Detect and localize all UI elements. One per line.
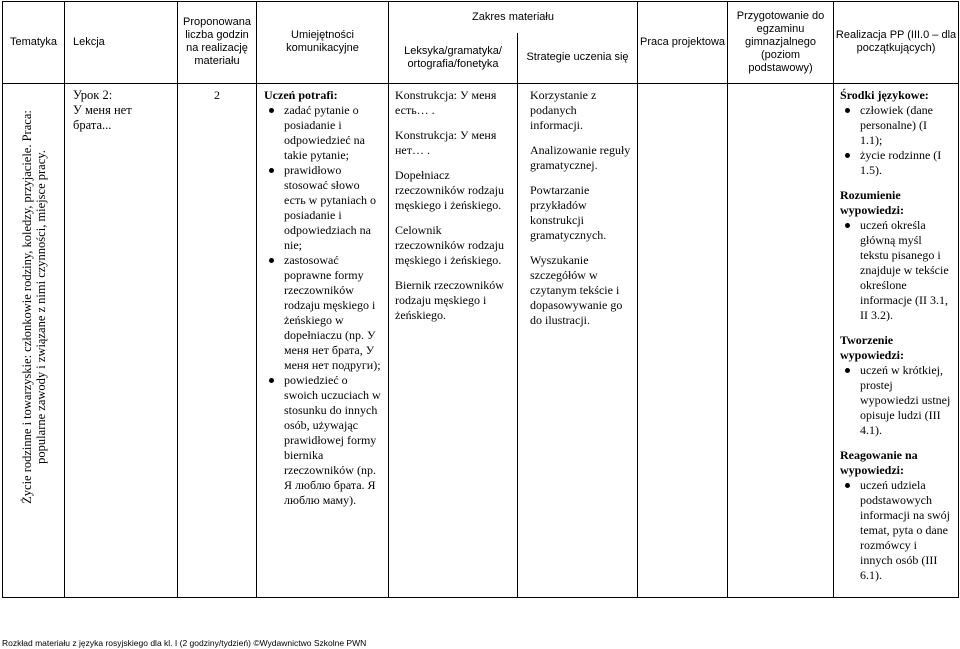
egzamin-cell bbox=[728, 83, 834, 597]
umiejetnosci-item: prawidłowo stosować słowo есть w pytaniach o posiadanie i odpowiedziach na nie; bbox=[264, 163, 382, 253]
umiejetnosci-heading: Uczeń potrafi: bbox=[264, 87, 338, 102]
header-row bbox=[3, 2, 959, 34]
header-leksyka: Leksyka/gramatyka/ ortografia/fonetyka bbox=[389, 33, 518, 83]
realizacja-block bbox=[840, 333, 952, 438]
godziny-value: 2 bbox=[214, 87, 220, 102]
header-egzamin: Przygotowanie do egzaminu gimnazjalnego (poziom podstawowy) bbox=[728, 2, 834, 84]
realizacja-item: życie rodzinne (I 1.5). bbox=[840, 148, 952, 178]
strategie-item: Wyszukanie szczegółów w czytanym tekście i dopasowywanie go do ilustracji. bbox=[530, 252, 623, 327]
realizacja-list bbox=[840, 218, 952, 323]
lekcja-title: У меня нет брата... bbox=[73, 102, 132, 132]
header-strategie: Strategie uczenia się bbox=[518, 33, 638, 83]
realizacja-heading: Rozumienie wypowiedzi: bbox=[840, 187, 905, 217]
realizacja-heading: Tworzenie wypowiedzi: bbox=[840, 332, 905, 362]
leksyka-item: Dopełniacz rzeczowników rodzaju męskiego i żeńskiego. bbox=[395, 167, 504, 212]
realizacja-list bbox=[840, 103, 952, 178]
strategie-item: Analizowanie reguły gramatycznej. bbox=[530, 142, 631, 172]
praca-value bbox=[638, 84, 727, 92]
lekcja-cell bbox=[65, 83, 178, 597]
leksyka-item: Celownik rzeczowników rodzaju męskiego i żeńskiego. bbox=[395, 222, 504, 267]
lekcja-number: Урок 2: bbox=[73, 87, 113, 102]
umiejetnosci-item: zastosować poprawne formy rzeczowników rodzaju męskiego i żeńskiego w dopełniaczu (np. У меня нет брата, У меня нет подруги); bbox=[264, 253, 382, 373]
header-lekcja: Lekcja bbox=[65, 2, 178, 84]
realizacja-item: uczeń w krótkiej, prostej wypowiedzi ustnej opisuje ludzi (III 4.1). bbox=[840, 363, 952, 438]
header-umiejetnosci: Umiejętności komunikacyjne bbox=[257, 2, 389, 84]
praca-cell bbox=[638, 83, 728, 597]
umiejetnosci-list bbox=[264, 103, 382, 508]
leksyka-item: Konstrukcja: У меня есть… . bbox=[395, 87, 497, 117]
lesson-plan-table bbox=[2, 1, 959, 598]
realizacja-heading: Środki językowe: bbox=[840, 87, 929, 102]
header-praca: Praca projektowa bbox=[638, 2, 728, 84]
realizacja-list bbox=[840, 363, 952, 438]
header-godziny: Proponowana liczba godzin na realizację materiału bbox=[178, 2, 257, 84]
page-footer: Rozkład materiału z języka rosyjskiego dla kl. I (2 godziny/tydzień) ©Wydawnictwo Szkolne PWN bbox=[2, 638, 367, 648]
realizacja-block bbox=[840, 448, 952, 583]
strategie-item: Powtarzanie przykładów konstrukcji gramatycznych. bbox=[530, 182, 607, 242]
tematyka-cell bbox=[3, 83, 65, 597]
strategie-item: Korzystanie z podanych informacji. bbox=[530, 87, 597, 132]
leksyka-item: Biernik rzeczowników rodzaju męskiego i żeńskiego. bbox=[395, 277, 504, 322]
realizacja-block bbox=[840, 188, 952, 323]
tematyka-text: Życie rodzinne i towarzyskie: członkowie rodziny, koledzy, przyjaciele. Praca: popularne zawody i związane z nimi czynności, miejsce pracy. bbox=[19, 109, 48, 504]
lesson-row bbox=[3, 83, 959, 597]
umiejetnosci-item: zadać pytanie o posiadanie i odpowiedzieć na takie pytanie; bbox=[264, 103, 382, 163]
leksyka-item: Konstrukcja: У меня нет… . bbox=[395, 127, 497, 157]
header-tematyka: Tematyka bbox=[3, 2, 65, 84]
godziny-cell bbox=[178, 83, 257, 597]
umiejetnosci-cell bbox=[257, 83, 389, 597]
realizacja-list bbox=[840, 478, 952, 583]
leksyka-cell bbox=[389, 83, 518, 597]
realizacja-item: uczeń określa główną myśl tekstu pisanego i znajduje w tekście określone informacje (II 3.1, II 3.2). bbox=[840, 218, 952, 323]
realizacja-item: uczeń udziela podstawowych informacji na swój temat, pyta o dane rozmówcy i innych osób (III 6.1). bbox=[840, 478, 952, 583]
umiejetnosci-item: powiedzieć o swoich uczuciach w stosunku do innych osób, używając prawidłowej formy biernika rzeczowników (np. Я люблю брата. Я люблю маму). bbox=[264, 373, 382, 508]
header-zakres: Zakres materiału bbox=[389, 2, 638, 34]
egzamin-value bbox=[728, 84, 833, 92]
realizacja-cell bbox=[834, 83, 959, 597]
realizacja-block bbox=[840, 88, 952, 178]
strategie-cell bbox=[518, 83, 638, 597]
realizacja-heading: Reagowanie na wypowiedzi: bbox=[840, 447, 918, 477]
realizacja-item: człowiek (dane personalne) (I 1.1); bbox=[840, 103, 952, 148]
header-realizacja: Realizacja PP (III.0 – dla początkujących) bbox=[834, 2, 959, 84]
